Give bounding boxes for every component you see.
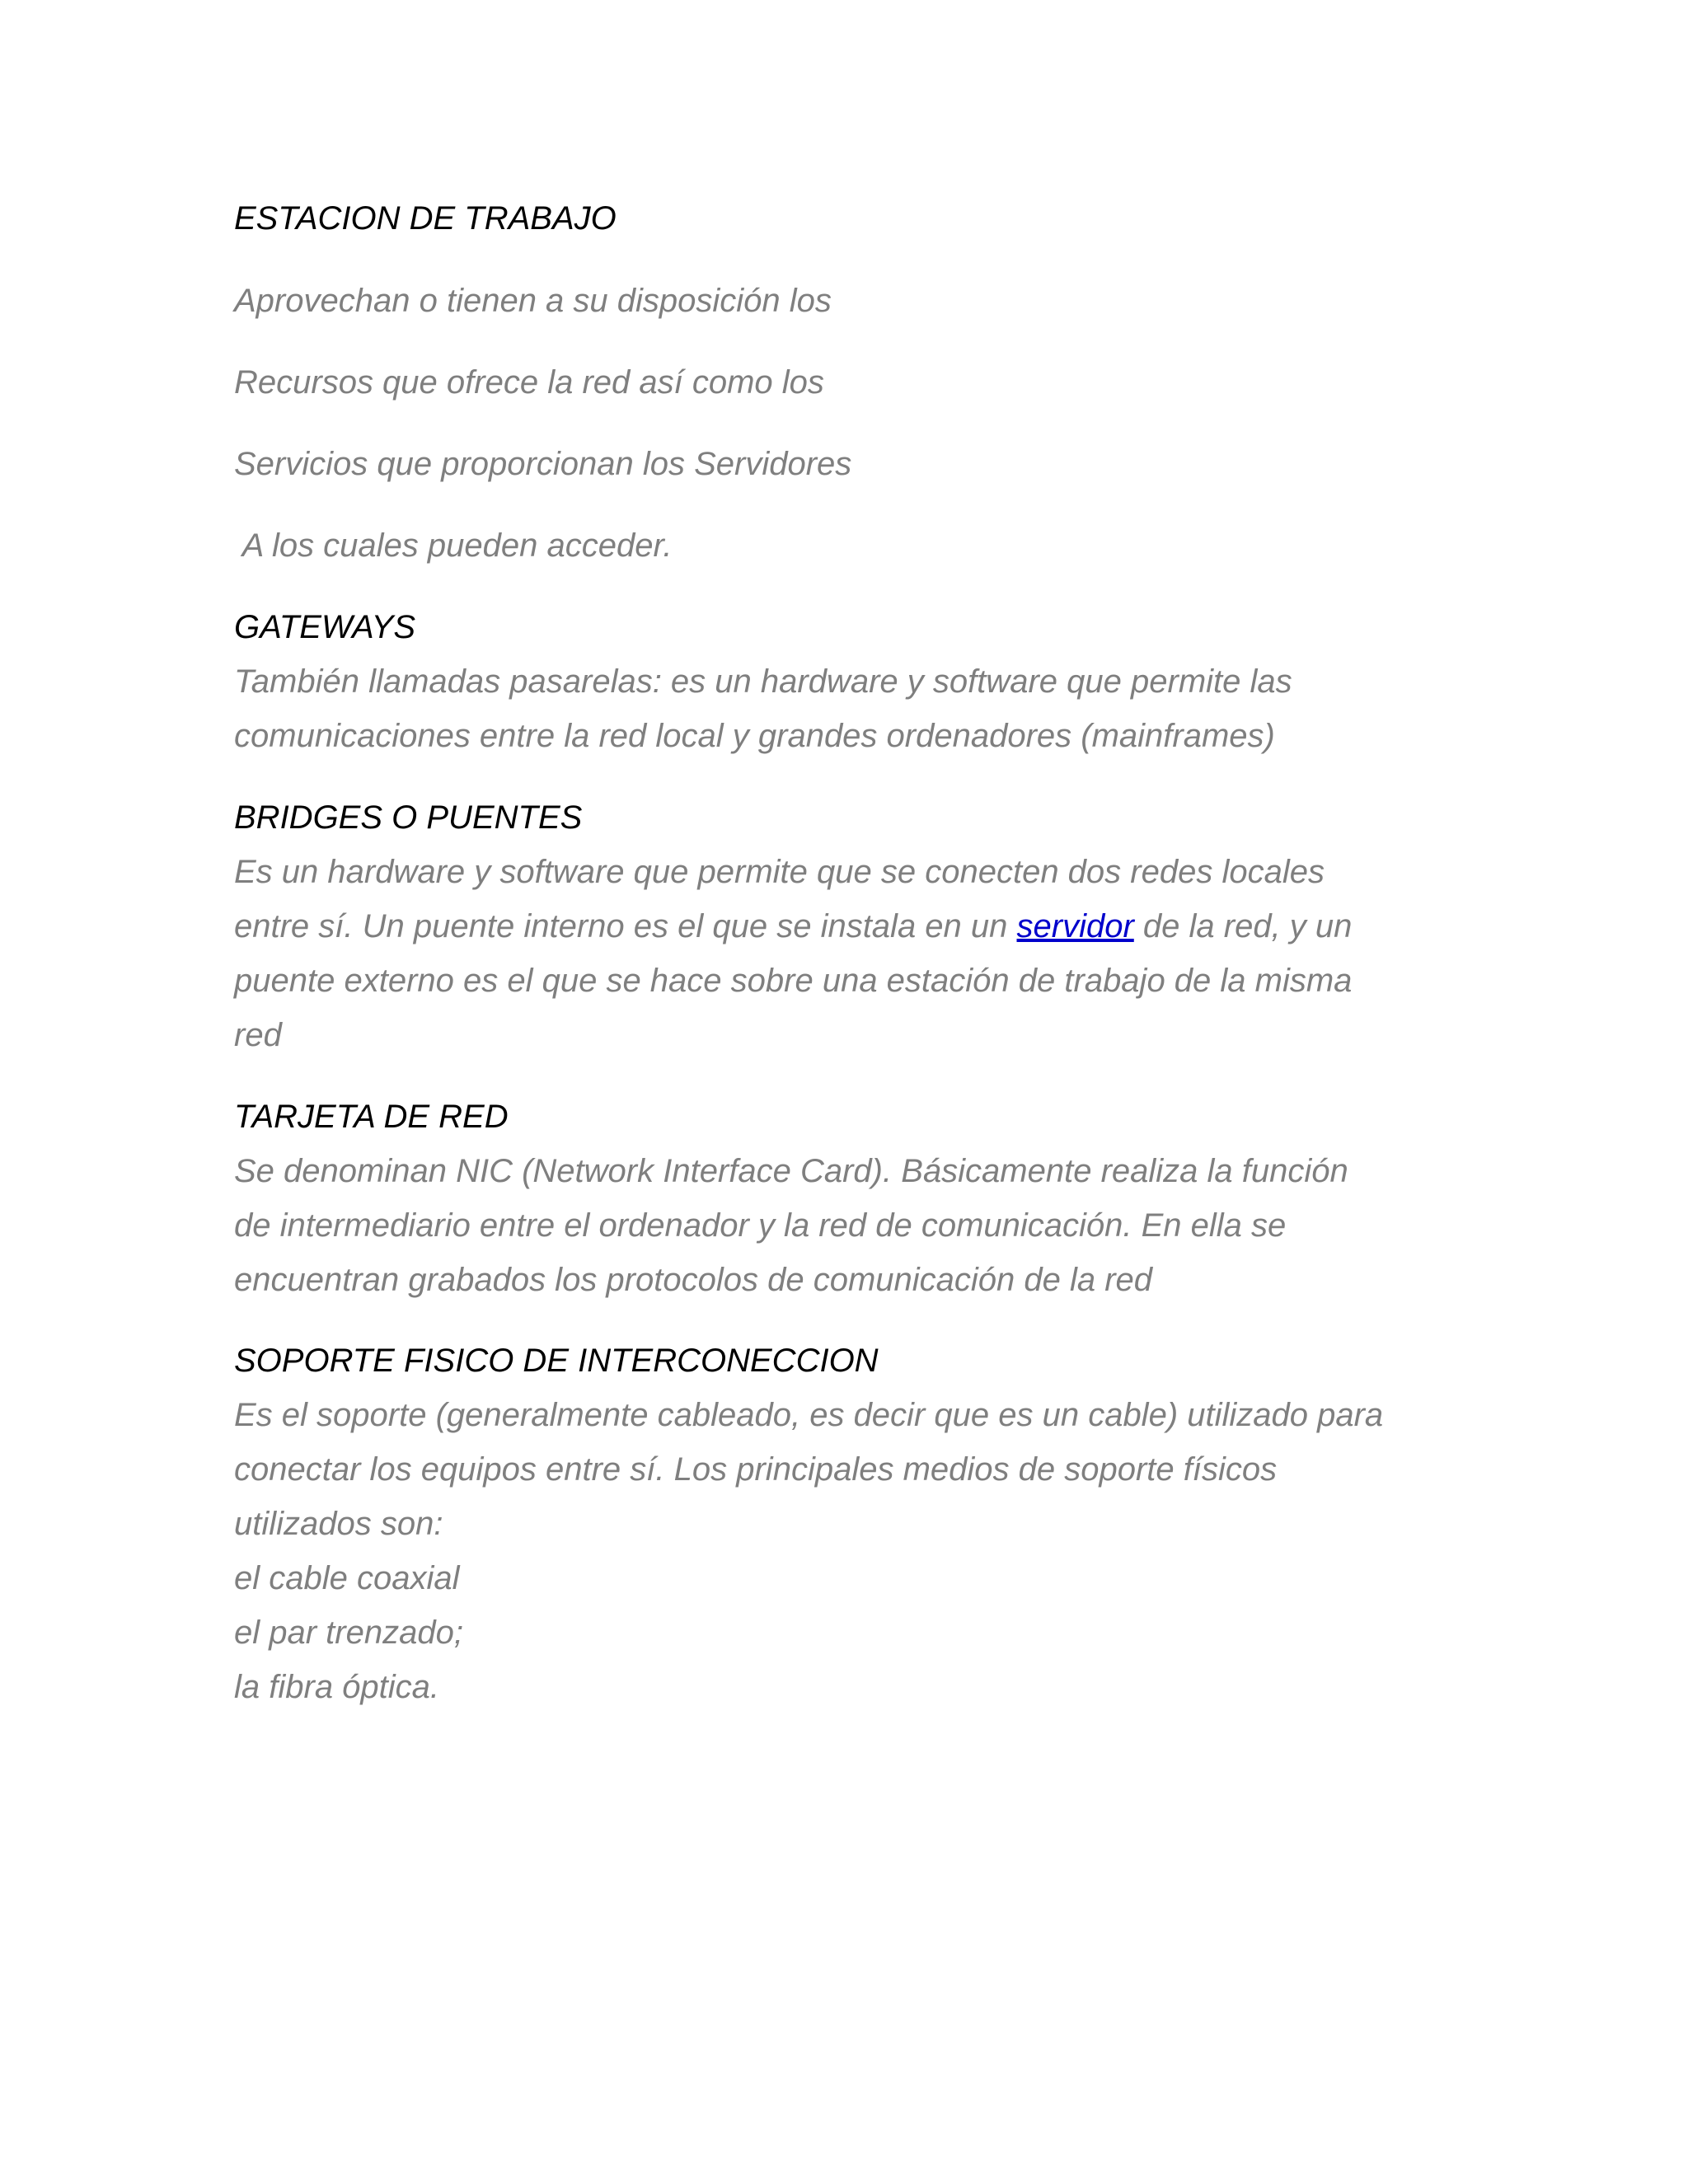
paragraph-line: comunicaciones entre la red local y grandes ordenadores (mainframes) [234,718,1275,754]
paragraph-line: A los cuales pueden acceder. [234,527,673,564]
paragraph-text: de la red, y un [1133,908,1353,944]
paragraph-line: conectar los equipos entre sí. Los principales medios de soporte físicos [234,1451,1278,1488]
section-heading-estacion-de-trabajo: ESTACION DE TRABAJO [234,200,617,237]
section-heading-bridges: BRIDGES O PUENTES [234,799,583,836]
paragraph-line: utilizados son: [234,1506,443,1542]
list-item: la fibra óptica. [234,1669,440,1705]
paragraph-line: red [234,1017,282,1053]
paragraph-line: de intermediario entre el ordenador y la red de comunicación. En ella se [234,1207,1287,1244]
paragraph-line: Aprovechan o tienen a su disposición los [234,283,832,319]
paragraph-line: También llamadas pasarelas: es un hardware y software que permite las [234,663,1292,700]
paragraph-line: Es el soporte (generalmente cableado, es decir que es un cable) utilizado para [234,1397,1384,1433]
section-heading-tarjeta-de-red: TARJETA DE RED [234,1099,509,1135]
list-item: el cable coaxial [234,1560,460,1596]
paragraph-line: puente externo es el que se hace sobre una estación de trabajo de la misma [234,963,1353,999]
list-item: el par trenzado; [234,1615,463,1651]
paragraph-line: Es un hardware y software que permite que se conecten dos redes locales [234,854,1325,890]
paragraph-line: Servicios que proporcionan los Servidores [234,446,852,482]
paragraph-line: encuentran grabados los protocolos de comunicación de la red [234,1262,1153,1298]
paragraph-line: Recursos que ofrece la red así como los [234,364,824,401]
paragraph-line-with-link [234,906,1352,947]
section-heading-soporte-fisico: SOPORTE FISICO DE INTERCONECCION [234,1343,879,1379]
section-heading-gateways: GATEWAYS [234,609,416,645]
paragraph-text: entre sí. Un puente interno es el que se instala en un [234,908,1017,944]
servidor-link[interactable]: servidor [1016,908,1134,944]
paragraph-line: Se denominan NIC (Network Interface Card). Básicamente realiza la función [234,1153,1348,1189]
